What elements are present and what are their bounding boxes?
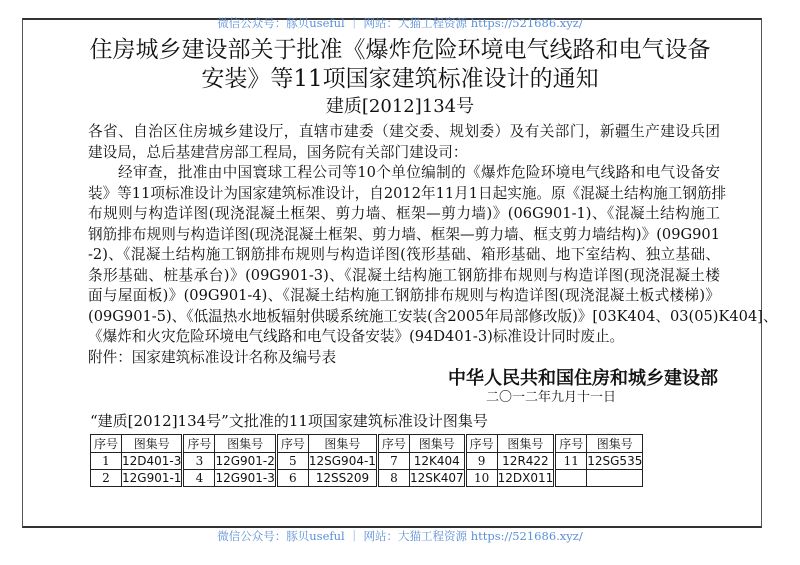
- header-code: 图集号: [497, 435, 555, 453]
- header-no: 序号: [465, 435, 497, 453]
- attachment-line: 附件：国家建筑标准设计名称及编号表: [88, 348, 337, 366]
- signature: 中华人民共和国住房和城乡建设部: [448, 368, 718, 389]
- header-no: 序号: [276, 435, 308, 453]
- header-code: 图集号: [122, 435, 183, 453]
- cell-no: 1: [91, 453, 122, 470]
- cell-code: 12G901-2: [215, 454, 275, 468]
- watermark-bottom: 微信公众号：豚贝useful ｜ 网站：大猫工程资源 https://521686.xyz/: [217, 529, 583, 543]
- body-line: 各省、自治区住房城乡建设厅，直辖市建委（建交委、规划委）及有关部门，新疆生产建设兵团: [88, 123, 720, 140]
- header-no: 序号: [91, 435, 122, 453]
- cell-no: [555, 470, 587, 487]
- header-no: 序号: [183, 435, 215, 453]
- body-line: 布规则与构造详图(现浇混凝土框架、剪力墙、框架—剪力墙)》(06G901-1)、《混凝土结构施工: [88, 205, 720, 222]
- body-line: 《爆炸和火灾危险环境电气线路和电气设备安装》(94D401-3)标准设计同时废止。: [88, 328, 625, 345]
- cell-no: 10: [465, 470, 497, 487]
- body-line: -2)、《混凝土结构施工钢筋排布规则与构造详图(筏形基础、箱形基础、地下室结构、独立基础、: [88, 246, 720, 263]
- cell-no: 6: [276, 470, 308, 487]
- cell-code: 12R422: [497, 453, 555, 470]
- body-line: 经审查，批准由中国寰球工程公司等10个单位编制的《爆炸危险环境电气线路和电气设备安: [118, 164, 720, 181]
- body-line: 条形基础、桩基承台)》(09G901-3)、《混凝土结构施工钢筋排布规则与构造详图(现浇混凝土楼: [88, 266, 720, 284]
- header-code: 图集号: [409, 435, 465, 453]
- body-line: 建设局，总后基建营房部工程局，国务院有关部门建设司：: [88, 143, 468, 161]
- cell-code: 12DX011: [497, 471, 554, 485]
- title-line-1: 住房城乡建设部关于批准《爆炸危险环境电气线路和电气设备: [89, 37, 711, 63]
- cell-no: 2: [91, 470, 122, 487]
- cell-code: [587, 470, 643, 487]
- watermark-top: 微信公众号：豚贝useful ｜ 网站：大猫工程资源 https://521686.xyz/: [217, 16, 583, 30]
- header-code: 图集号: [587, 435, 643, 453]
- table-row: [91, 470, 643, 487]
- cell-code: 12D401-3: [122, 454, 182, 468]
- cell-no: 7: [377, 453, 409, 470]
- atlas-table: [90, 434, 643, 487]
- cell-code: 12SG904-1: [308, 454, 376, 468]
- body-line: (09G901-5)、《低温热水地板辐射供暖系统施工安装(含2005年局部修改版)》[03K404、03(05)K404]、: [88, 307, 778, 325]
- cell-no: 5: [276, 453, 308, 470]
- cell-code: 12SK407: [409, 471, 464, 485]
- header-no: 序号: [555, 435, 587, 453]
- cell-no: 3: [183, 453, 215, 470]
- header-code: 图集号: [308, 435, 377, 453]
- notice-body: [88, 122, 778, 368]
- body-line: 钢筋排布规则与构造详图(现浇混凝土框架、剪力墙、框架—剪力墙、框支剪力墙结构)》(09G901: [88, 225, 720, 243]
- cell-no: 11: [555, 453, 587, 470]
- cell-code: 12K404: [409, 453, 465, 470]
- cell-code: 12SG535: [587, 454, 643, 468]
- title-line-2: 安装》等11项国家建筑标准设计的通知: [201, 66, 599, 92]
- date: 二〇一二年九月十一日: [486, 390, 617, 405]
- table-header-row: [91, 435, 643, 453]
- cell-no: 9: [465, 453, 497, 470]
- body-line: 装》等11项标准设计为国家建筑标准设计，自2012年11月1日起实施。原《混凝土结构施工钢筋排: [88, 184, 727, 202]
- table-caption: “建质[2012]134号”文批准的11项国家建筑标准设计图集号: [90, 412, 488, 430]
- cell-code: 12SS209: [308, 470, 377, 487]
- header-code: 图集号: [215, 435, 276, 453]
- body-line: 面与屋面板)》(09G901-4)、《混凝土结构施工钢筋排布规则与构造详图(现浇混凝土板式楼梯)》: [88, 287, 720, 304]
- cell-code: 12G901-3: [215, 471, 275, 485]
- table-row: [91, 453, 643, 470]
- cell-no: 4: [183, 470, 215, 487]
- document-number: 建质[2012]134号: [325, 96, 475, 117]
- header-no: 序号: [377, 435, 409, 453]
- cell-no: 8: [377, 470, 409, 487]
- cell-code: 12G901-1: [122, 471, 182, 485]
